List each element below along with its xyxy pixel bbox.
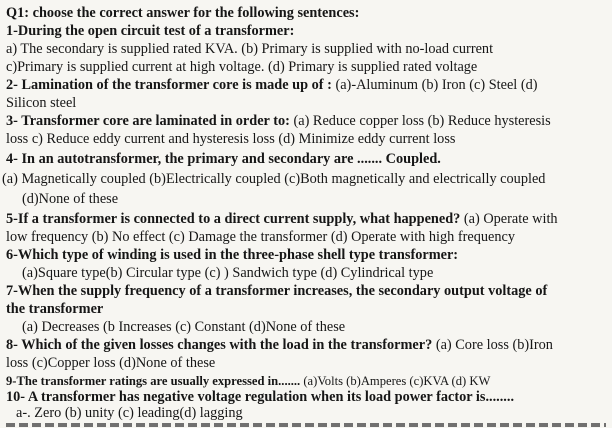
q7-options: (a) Decreases (b Increases (c) Constant (d)None of these bbox=[22, 319, 346, 335]
question-heading: Q1: choose the correct answer for the following sentences: bbox=[6, 5, 360, 21]
q7-line-2: the transformer bbox=[6, 301, 104, 317]
q3-line-2: loss c) Reduce eddy current and hysteresis loss (d) Minimize eddy current loss bbox=[6, 131, 456, 147]
q4-options-line-2: (d)None of these bbox=[22, 191, 119, 207]
q1-stem: 1-During the open circuit test of a transformer: bbox=[6, 23, 295, 39]
q3-line-1: 3- Transformer core are laminated in order to: (a) Reduce copper loss (b) Reduce hysteresis bbox=[6, 113, 551, 129]
q1-options-line-2: c)Primary is supplied current at high voltage. (d) Primary is supplied rated voltage bbox=[6, 59, 478, 75]
q5-line-2: low frequency (b) No effect (c) Damage the transformer (d) Operate with high frequency bbox=[6, 229, 516, 245]
q5-line-1: 5-If a transformer is connected to a direct current supply, what happened? (a) Operate with bbox=[6, 211, 558, 227]
q10-stem: 10- A transformer has negative voltage regulation when its load power factor is........ bbox=[6, 389, 515, 405]
q9-line: 9-The transformer ratings are usually expressed in....... (a)Volts (b)Amperes (c)KVA (d) KW bbox=[6, 374, 491, 388]
q2-line-1: 2- Lamination of the transformer core is made up of : (a)-Aluminum (b) Iron (c) Steel (d) bbox=[6, 77, 538, 93]
q4-stem: 4- In an autotransformer, the primary and secondary are ....... Coupled. bbox=[6, 151, 441, 167]
q8-line-2: loss (c)Copper loss (d)None of these bbox=[6, 355, 216, 371]
q4-options-line-1: (a) Magnetically coupled (b)Electrically coupled (c)Both magnetically and electrically coupled bbox=[2, 171, 546, 187]
cropped-next-line bbox=[0, 421, 612, 428]
q1-options-line-1: a) The secondary is supplied rated KVA. (b) Primary is supplied with no-load current bbox=[6, 41, 494, 57]
q7-line-1: 7-When the supply frequency of a transformer increases, the secondary output voltage of bbox=[6, 283, 548, 299]
q10-options: a-. Zero (b) unity (c) leading(d) lagging bbox=[16, 405, 243, 421]
q6-options: (a)Square type(b) Circular type (c) ) Sandwich type (d) Cylindrical type bbox=[22, 265, 434, 281]
q6-stem: 6-Which type of winding is used in the three-phase shell type transformer: bbox=[6, 247, 459, 263]
q2-line-2: Silicon steel bbox=[6, 95, 77, 111]
q8-line-1: 8- Which of the given losses changes with the load in the transformer? (a) Core loss (b)Iron bbox=[6, 337, 553, 353]
